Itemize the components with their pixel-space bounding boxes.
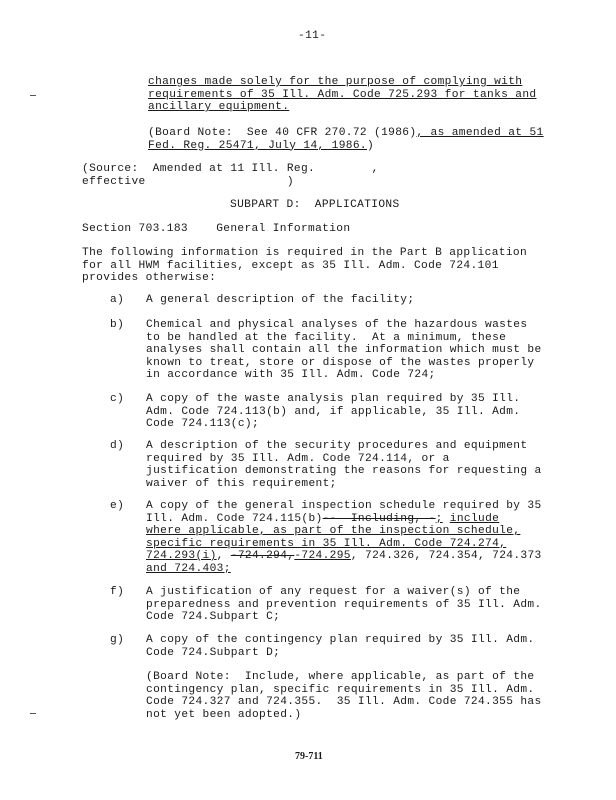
text-segment: A copy of the waste analysis plan required by 35 Ill. (146, 393, 521, 405)
text-segment: waiver of this requirement; (146, 477, 337, 490)
text-line (146, 671, 535, 684)
text-segment: known to treat, store or dispose of the wastes properly (146, 356, 535, 369)
text-segment: Chemical and physical analyses of the hazardous wastes (146, 319, 528, 331)
text-segment: justification demonstrating the reasons for requesting a (146, 465, 542, 477)
underlined-text: 724.293(i) (146, 550, 217, 562)
text-line (146, 294, 414, 307)
text-line (146, 525, 520, 538)
text-segment: (Source: Amended at 11 Ill. Reg. , (82, 163, 379, 175)
underlined-text: Fed. Reg. 25471, July 14, 1986. (148, 139, 367, 152)
text-line (146, 332, 506, 345)
text-segment: A description of the security procedures and equipment (146, 440, 528, 452)
text-line (148, 101, 289, 114)
text-segment: Ill. Adm. Code 724.115(b) (146, 512, 323, 525)
text-segment: A justification of any request for a waiver(s) of the (146, 586, 521, 598)
text-segment: Code 724.Subpart C; (146, 611, 281, 623)
text-line (146, 550, 542, 563)
text-line (146, 344, 542, 357)
text-segment: Code 724.327 and 724.355. 35 Ill. Adm. Code 724.355 has (146, 696, 542, 708)
item-label: g) (110, 634, 125, 646)
text-segment: A copy of the general inspection schedule required by 35 (146, 500, 542, 512)
text-segment: not yet been adopted.) (146, 708, 302, 721)
text-line (82, 163, 379, 176)
item-label: a) (110, 294, 125, 306)
text-line (146, 634, 535, 647)
text-line (146, 500, 542, 513)
text-segment: A copy of the contingency plan required by 35 Ill. Adm. (146, 634, 535, 646)
text-line (146, 563, 231, 576)
text-line (146, 709, 301, 722)
struck-text: - (428, 512, 436, 525)
item-label: b) (110, 319, 125, 331)
underlined-text: ancillary equipment. (148, 101, 290, 113)
text-line (146, 696, 542, 709)
text-line (146, 357, 535, 370)
text-segment: A general description of the facility; (146, 294, 415, 306)
text-segment: Code 724.113(c); (146, 418, 260, 430)
underlined-text: -724.295 (294, 550, 351, 562)
underlined-text: include (449, 512, 500, 525)
text-line (146, 586, 520, 599)
underlined-text: where applicable, as part of the inspection schedule, (146, 525, 521, 537)
text-line (146, 418, 259, 431)
text-line (82, 260, 499, 273)
text-line (82, 272, 216, 285)
item-label: f) (110, 586, 125, 598)
text-line (146, 513, 499, 526)
text-segment: provides otherwise: (82, 272, 217, 284)
underlined-text: ; (435, 512, 443, 525)
text-segment: Adm. Code 724.113(b) and, if applicable, 35 Ill. Adm. (146, 405, 521, 418)
text-segment: (Board Note: Include, where applicable, as part of the (146, 671, 535, 683)
text-line (148, 140, 374, 153)
text-line (146, 465, 542, 478)
text-line (82, 247, 527, 260)
underlined-text: specific requirements in 35 Ill. Adm. Code 724.274, (146, 537, 507, 550)
text-line (146, 440, 527, 453)
text-line (146, 611, 280, 624)
text-segment: , 724.326, 724.354, 724.373 (350, 550, 542, 562)
text-line (146, 393, 520, 406)
item-label: d) (110, 440, 125, 452)
text-segment: The following information is required in the Part B application (82, 247, 528, 259)
text-segment: (Board Note: See 40 CFR 270.72 (1986) (148, 127, 417, 139)
struck-text: -724.294, (230, 550, 295, 562)
text-line (148, 76, 522, 89)
text-line (146, 478, 337, 491)
text-line (82, 176, 294, 189)
item-label: e) (110, 500, 125, 512)
underlined-text: requirements of 35 Ill. Adm. Code 725.293 for tanks and (148, 88, 537, 101)
text-segment: Code 724.Subpart D; (146, 646, 281, 659)
text-segment: effective ) (82, 175, 294, 188)
text-segment: contingency plan, specific requirements in 35 Ill. Adm. (146, 683, 535, 696)
text-segment: for all HWM facilities, except as 35 Ill. Adm. Code 724.101 (82, 259, 499, 272)
text-line (146, 647, 280, 660)
text-line (146, 684, 535, 697)
page-footer: 79-711 (295, 751, 323, 762)
text-line (146, 369, 436, 382)
text-segment: analyses shall contain all the information which must be (146, 344, 542, 356)
margin-mark (30, 95, 36, 96)
item-label: c) (110, 393, 125, 405)
text-line (148, 89, 537, 102)
text-segment: to be handled at the facility. At a minimum, these (146, 331, 507, 344)
text-line (146, 599, 542, 612)
margin-mark (30, 713, 36, 714)
text-line (146, 538, 506, 551)
text-line (146, 319, 527, 332)
text-line (146, 453, 450, 466)
underlined-text: , as amended at 51 (416, 127, 544, 139)
text-segment: required by 35 Ill. Adm. Code 724.114, or a (146, 452, 450, 465)
text-line (148, 127, 544, 140)
underlined-text: changes made solely for the purpose of complying with (148, 76, 523, 88)
text-segment: ) (366, 139, 375, 152)
struck-text: -- Including, (322, 512, 429, 525)
underlined-text: and 724.403; (146, 562, 231, 575)
text-segment: preparedness and prevention requirements of 35 Ill. Adm. (146, 598, 542, 611)
page-number: -11- (298, 30, 327, 42)
text-segment (443, 513, 450, 525)
section-heading: Section 703.183 General Information (82, 223, 351, 235)
text-line (146, 406, 520, 419)
text-segment: in accordance with 35 Ill. Adm. Code 724; (146, 369, 436, 381)
text-segment: , (216, 550, 231, 562)
subpart-heading: SUBPART D: APPLICATIONS (230, 199, 400, 211)
